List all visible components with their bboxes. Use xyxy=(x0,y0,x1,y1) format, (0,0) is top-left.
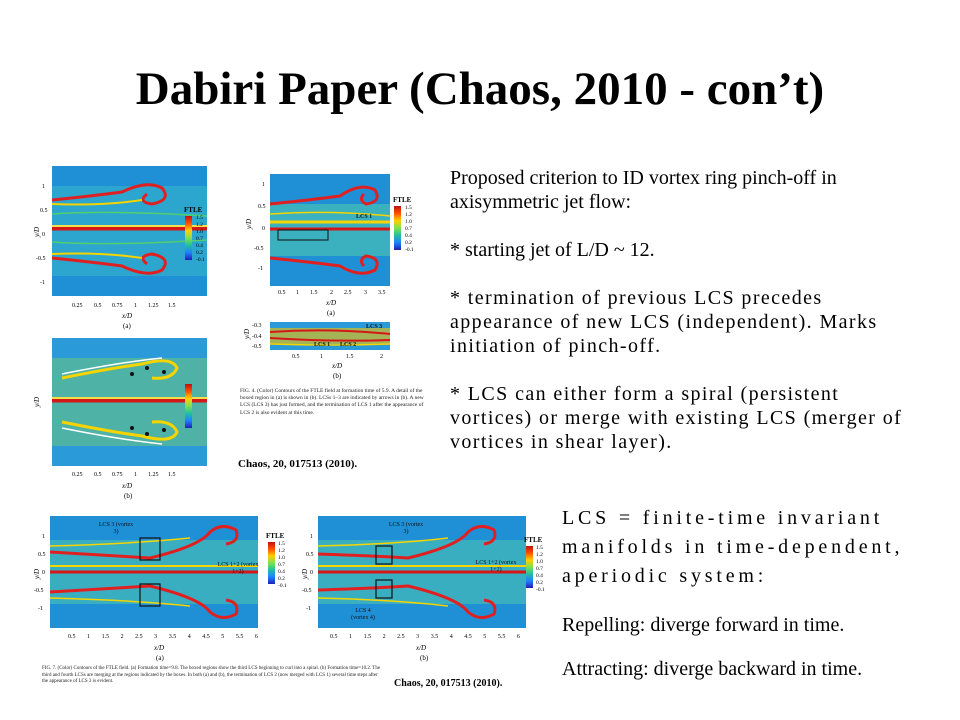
paragraph-termination: * termination of previous LCS precedes appearance of new LCS (independent). Marks initiation of pinch-off. xyxy=(450,287,878,357)
fig4-b-panel-label: (b) xyxy=(124,492,133,500)
fig7-a-ytick: 0.5 xyxy=(38,552,46,558)
colorbar-tick: 0.7 xyxy=(536,566,543,572)
fig7-b-xtick: 3.5 xyxy=(430,634,439,640)
fig4-right-a-xtick: 1.5 xyxy=(310,290,318,296)
colorbar-tick: 1.0 xyxy=(196,229,203,235)
fig7-b-lcs12-label: LCS 1+2 (vortex 1+2) xyxy=(475,560,517,573)
colorbar-tick: 1.0 xyxy=(278,555,285,561)
colorbar-tick: 0.7 xyxy=(196,236,203,242)
fig7-b-xtick: 4.5 xyxy=(464,634,472,640)
fig4-b-xtick: 0.5 xyxy=(94,472,102,478)
fig7-b-ytick: 1 xyxy=(310,534,313,540)
fig7-a-ytick: -1 xyxy=(38,606,43,612)
fig7-a-ytick: 1 xyxy=(42,534,45,540)
colorbar-tick: 1.5 xyxy=(536,545,543,551)
fig7-b-lcs3-label: LCS 3 (vortex 3) xyxy=(388,522,424,535)
figure-4-right xyxy=(240,162,435,482)
fig7-a-lcs12-label: LCS 1+2 (vortex 1+2) xyxy=(217,562,259,575)
fig4-a-ytick: -0.5 xyxy=(36,256,46,262)
fig7-b-ytick: 0.5 xyxy=(306,552,314,558)
colorbar-tick: -0.1 xyxy=(405,247,414,253)
fig4-right-b-lcs1-label: LCS 1 xyxy=(314,342,331,348)
fig4-a-ytick: 0 xyxy=(42,232,45,238)
colorbar-tick: 1.2 xyxy=(196,222,203,228)
colorbar-tick: 1.5 xyxy=(405,205,412,211)
fig7-b-xtick: 6 xyxy=(516,634,520,640)
fig4-a-ylabel: y/D xyxy=(33,226,42,238)
fig4-a-panel-label: (a) xyxy=(123,322,131,330)
colorbar-tick: 1.0 xyxy=(405,219,412,225)
fig7-a-xtick: 1.5 xyxy=(101,634,110,640)
fig7-a-xticks xyxy=(68,634,258,640)
colorbar-tick: -0.1 xyxy=(536,587,545,593)
fig7-a-xtick: 0.5 xyxy=(68,634,76,640)
fig4-right-b-lcs2-label: LCS 2 xyxy=(340,342,357,348)
fig4-right-a-xtick: 3 xyxy=(364,290,367,296)
fig4-right-b-ytick: -0.4 xyxy=(252,334,262,340)
fig4-right-b-xtick: 2 xyxy=(380,354,383,360)
fig7-a-xtick: 3.5 xyxy=(168,634,177,640)
paragraph-starting-jet: * starting jet of L/D ~ 12. xyxy=(450,239,655,261)
fig7-a-panel-label: (a) xyxy=(156,654,164,662)
fig7-b-xtick: 4 xyxy=(449,634,453,640)
slide-title: Dabiri Paper (Chaos, 2010 - con’t) xyxy=(135,63,825,115)
fig4-b-ylabel: y/D xyxy=(33,396,42,408)
paragraph-attracting: Attracting: diverge backward in time. xyxy=(562,658,863,680)
paragraph-repelling: Repelling: diverge forward in time. xyxy=(562,614,845,636)
paragraph-lcs-definition: LCS = finite-time invariant manifolds in time-dependent, aperiodic system: xyxy=(562,507,904,587)
fig4-right-a-xtick: 2 xyxy=(330,290,333,296)
fig4-a-xtick: 0.75 xyxy=(112,303,123,309)
fig4-a-xtick: 1.25 xyxy=(148,303,159,309)
colorbar xyxy=(394,206,401,250)
fig7-a-xlabel: x/D xyxy=(154,644,165,652)
fig4-right-a-xlabel: x/D xyxy=(326,299,337,307)
colorbar-tick: -0.1 xyxy=(278,583,287,589)
paragraph-spiral-merge: * LCS can either form a spiral (persistent vortices) or merge with existing LCS (merger of vortices in shear layer). xyxy=(450,383,903,453)
fig7-b-ytick: -0.5 xyxy=(302,588,312,594)
colorbar-title: FTLE xyxy=(524,536,543,544)
fig4-right-b-ytick: -0.3 xyxy=(252,323,262,329)
fig7-b-ylabel: y/D xyxy=(301,568,310,580)
colorbar xyxy=(526,546,533,588)
fig4-b-xtick: 1.25 xyxy=(148,472,159,478)
fig7-b-xtick: 1 xyxy=(349,634,353,640)
figure-4-left xyxy=(30,162,235,502)
fig4-a-xtick: 1.5 xyxy=(168,303,176,309)
fig4-a-xtick: 0.25 xyxy=(72,303,83,309)
fig7-b-xtick: 2.5 xyxy=(397,634,405,640)
fig4-a-xtick: 0.5 xyxy=(94,303,102,309)
fig7-b-xtick: 5.5 xyxy=(497,634,506,640)
fig4-right-a-ytick: -0.5 xyxy=(254,246,264,252)
colorbar-tick: 0.2 xyxy=(405,240,412,246)
colorbar xyxy=(185,384,192,428)
fig4-b-xtick: 0.25 xyxy=(72,472,83,478)
fig7-a-xtick: 5 xyxy=(221,634,225,640)
lcs-definition-block xyxy=(562,504,934,681)
fig7-a-xtick: 3 xyxy=(154,634,158,640)
fig7-b-panel-label: (b) xyxy=(420,654,429,662)
ftle-plot-fig4-a xyxy=(52,166,207,296)
fig4-a-xlabel: x/D xyxy=(122,312,133,320)
colorbar-tick: 0.4 xyxy=(536,573,543,579)
fig4-right-a-xtick: 2.5 xyxy=(344,290,352,296)
fig4-right-lcs1-label: LCS 1 xyxy=(356,214,373,220)
fig4-b-xtick: 0.75 xyxy=(112,472,123,478)
fig4-right-a-ytick: -1 xyxy=(258,266,263,272)
colorbar-tick: 0.4 xyxy=(278,569,285,575)
fig7-a-xtick: 6 xyxy=(254,634,258,640)
ftle-plot-fig4-b xyxy=(52,338,207,466)
fig7-b-ytick: -1 xyxy=(306,606,311,612)
fig7-a-ylabel: y/D xyxy=(33,568,42,580)
fig4-a-ytick: -1 xyxy=(40,280,45,286)
colorbar-tick: 0.2 xyxy=(536,580,543,586)
fig7-a-lcs3-label: LCS 3 (vortex 3) xyxy=(98,522,134,535)
fig7-b-lcs4-label: LCS 4 (vortex 4) xyxy=(351,608,375,621)
fig7-b-xtick: 0.5 xyxy=(330,634,338,640)
colorbar-tick: -0.1 xyxy=(196,257,205,263)
fig4-right-a-ylabel: y/D xyxy=(245,218,254,230)
colorbar-tick: 1.2 xyxy=(278,548,285,554)
fig7-a-xtick: 4.5 xyxy=(202,634,210,640)
fig7-a-xtick: 5.5 xyxy=(235,634,244,640)
fig7-a-xtick: 1 xyxy=(87,634,91,640)
fig7-a-ytick: -0.5 xyxy=(34,588,44,594)
fig4-right-a-ytick: 1 xyxy=(262,182,265,188)
fig7-b-xlabel: x/D xyxy=(416,644,427,652)
fig4-right-b-ylabel: y/D xyxy=(243,328,252,340)
colorbar xyxy=(268,542,275,584)
fig4-right-a-panel-label: (a) xyxy=(327,309,335,317)
fig4-right-a-ytick: 0.5 xyxy=(258,204,266,210)
fig4-a-ytick: 0.5 xyxy=(40,208,48,214)
ftle-plot-fig4-right-a xyxy=(270,174,390,286)
fig4-right-b-ytick: -0.5 xyxy=(252,344,262,350)
colorbar-title: FTLE xyxy=(393,196,412,204)
fig4-citation: Chaos, 20, 017513 (2010). xyxy=(238,458,358,470)
colorbar-tick: 1.5 xyxy=(196,215,203,221)
colorbar-tick: 1.0 xyxy=(536,559,543,565)
figure-7 xyxy=(30,506,550,702)
colorbar-tick: 0.7 xyxy=(278,562,285,568)
fig4-b-xtick: 1 xyxy=(134,472,137,478)
fig7-b-xtick: 5 xyxy=(483,634,487,640)
fig7-b-xtick: 3 xyxy=(416,634,420,640)
fig7-b-xtick: 1.5 xyxy=(363,634,372,640)
fig7-b-ytick: 0 xyxy=(310,570,313,576)
colorbar-tick: 0.7 xyxy=(405,226,412,232)
fig7-caption: FIG. 7. (Color) Contours of the FTLE field. (a) Formation time=9.8. The boxed regions show the third LCS beginning to curl into a spiral. (b) Formation time=10.2. The third and fourth LCSs are merging at the regions indicated by the boxes. In both (a) and (b), the termination of LCS 2 (now merged with LCS 1) several time steps after the appearance of LCS 3 is evident. xyxy=(42,666,381,684)
colorbar-tick: 0.2 xyxy=(196,250,203,256)
fig4-right-b-xtick: 1 xyxy=(320,354,323,360)
colorbar-tick: 1.2 xyxy=(536,552,543,558)
fig7-b-xtick: 2 xyxy=(382,634,386,640)
fig7-a-ytick: 0 xyxy=(42,570,45,576)
fig7-a-xtick: 4 xyxy=(187,634,191,640)
fig4-right-b-xtick: 1.5 xyxy=(346,354,354,360)
paragraph-criterion: Proposed criterion to ID vortex ring pinch-off in axisymmetric jet flow: xyxy=(450,167,837,213)
fig7-a-xtick: 2.5 xyxy=(135,634,143,640)
fig4-right-a-xtick: 0.5 xyxy=(278,290,286,296)
fig7-citation: Chaos, 20, 017513 (2010). xyxy=(394,678,503,689)
fig4-right-a-xtick: 3.5 xyxy=(378,290,386,296)
fig7-a-xtick: 2 xyxy=(120,634,124,640)
main-text-block xyxy=(450,166,922,454)
fig4-b-xtick: 1.5 xyxy=(168,472,176,478)
colorbar-tick: 0.2 xyxy=(278,576,285,582)
fig4-right-b-xtick: 0.5 xyxy=(292,354,300,360)
colorbar-tick: 1.2 xyxy=(405,212,412,218)
fig4-right-b-lcs3-label: LCS 3 xyxy=(366,324,383,330)
fig4-right-b-panel-label: (b) xyxy=(333,372,342,380)
fig4-right-a-ytick: 0 xyxy=(262,226,265,232)
colorbar-tick: 0.4 xyxy=(405,233,412,239)
colorbar-title: FTLE xyxy=(266,532,285,540)
fig4-caption: FIG. 4. (Color) Contours of the FTLE field at formation time of 5.9. A detail of the boxed region in (a) is shown in (b). LCSs 1–3 are indicated by arrows in (b). A new LCS (LCS 3) has just formed, and the termination of LCS 1 after the appearance of LCS 2 is also evident at this time. xyxy=(240,388,424,416)
fig4-right-b-xlabel: x/D xyxy=(332,362,343,370)
colorbar-tick: 0.4 xyxy=(196,243,203,249)
fig4-right-a-xtick: 1 xyxy=(296,290,299,296)
colorbar-title: FTLE xyxy=(184,206,203,214)
fig4-a-xtick: 1 xyxy=(134,303,137,309)
fig7-b-xticks xyxy=(330,634,520,640)
colorbar xyxy=(185,216,192,260)
colorbar-tick: 1.5 xyxy=(278,541,285,547)
fig4-a-ytick: 1 xyxy=(42,184,45,190)
fig4-b-xlabel: x/D xyxy=(122,482,133,490)
